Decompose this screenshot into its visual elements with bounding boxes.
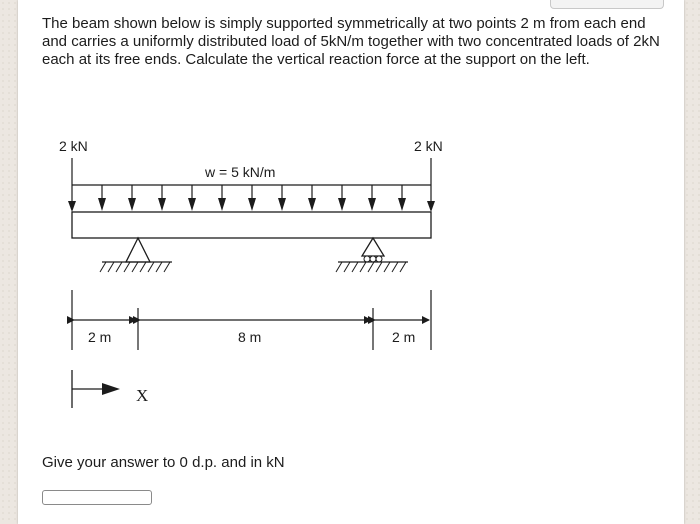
question-text: The beam shown below is simply supported symmetrically at two points 2 m from each end and carries a uniformly distributed load of 5kN/m together with two concentrated loads of 2kN each at its free ends. Calculate the vertical reaction force at the support on the left. [42,15,660,68]
x-axis-label: X [136,386,149,405]
middle-span-label: 8 m [238,329,262,345]
beam [72,212,431,238]
udl-label: w = 5 kN/m [205,164,276,180]
x-axis-arrow [72,370,120,408]
right-span-label: 2 m [392,329,416,345]
udl-arrows [98,185,406,211]
right-load-label: 2 kN [414,138,443,154]
right-roller-support [336,238,408,272]
left-pin-support [100,238,172,272]
answer-prompt: Give your answer to 0 d.p. and in kN [42,454,285,471]
left-load-label: 2 kN [59,138,88,154]
left-span-label: 2 m [88,329,112,345]
answer-input[interactable] [42,490,152,505]
beam-diagram [18,0,684,440]
question-card [18,0,684,524]
